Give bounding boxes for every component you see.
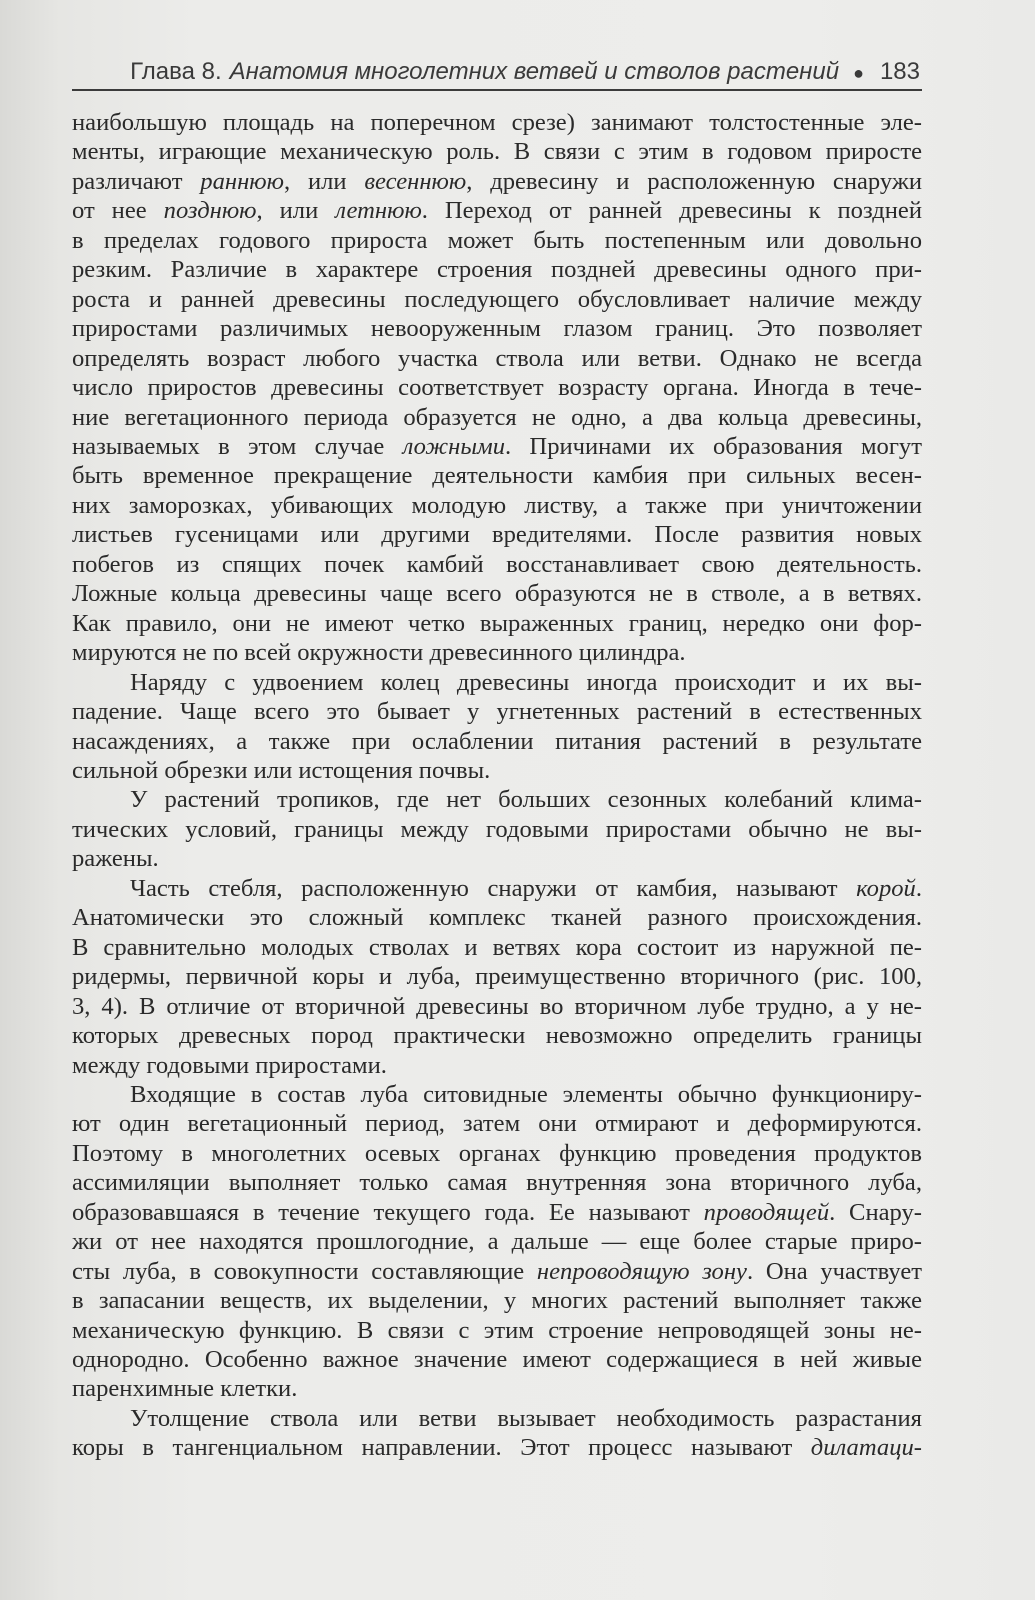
text-line: сильной обрезки или истощения почвы. xyxy=(72,756,491,784)
chapter-label: Глава 8. xyxy=(130,58,222,85)
text-line: Наряду с удвоением колец древесины иногда происходит и их вы- xyxy=(130,668,922,696)
text-line: ражены. xyxy=(72,845,159,873)
text-line: У растений тропиков, где нет больших сезонных колебаний клима- xyxy=(130,786,922,814)
text-line: которых древесных пород практически невозможно определить границы xyxy=(72,1022,922,1050)
text-line: коры в тангенциальном направлении. Этот процесс называют дилатаци- xyxy=(72,1434,922,1462)
text-line: ние вегетационного периода образуется не одно, а два кольца древесины, xyxy=(72,403,922,431)
paragraph xyxy=(72,785,922,873)
paragraph xyxy=(72,1404,922,1463)
text-line: Ложные кольца древесины чаще всего образуются не в стволе, а в ветвях. xyxy=(72,580,922,608)
text-line: мируются не по всей окружности древесинного цилиндра. xyxy=(72,639,686,667)
text-line: ридермы, первичной коры и луба, преимущественно вторичного (рис. 100, xyxy=(72,963,922,991)
text-line: Поэтому в многолетних осевых органах функцию проведения продуктов xyxy=(72,1139,922,1167)
text-line: в запасании веществ, их выделении, у многих растений выполняет также xyxy=(72,1287,922,1315)
text-line: быть временное прекращение деятельности камбия при сильных весен- xyxy=(72,462,922,490)
text-line: Входящие в состав луба ситовидные элементы обычно функциониру- xyxy=(130,1080,922,1108)
italic-term: дилатаци- xyxy=(810,1434,922,1462)
bullet-separator: ● xyxy=(853,63,864,83)
text-line: называемых в этом случае ложными. Причинами их образования могут xyxy=(72,432,922,460)
text-line: ют один вегетационный период, затем они отмирают и деформируются. xyxy=(72,1110,922,1138)
text-line: В сравнительно молодых стволах и ветвях кора состоит из наружной пе- xyxy=(72,933,922,961)
header-divider xyxy=(72,89,922,91)
text-line: тических условий, границы между годовыми приростами обычно не вы- xyxy=(72,815,922,843)
text-line: между годовыми приростами. xyxy=(72,1051,387,1079)
paragraph xyxy=(72,108,922,668)
page-number: 183 xyxy=(879,58,920,85)
text-line: от нее позднюю, или летнюю. Переход от ранней древесины к поздней xyxy=(72,197,923,225)
chapter-title: Анатомия многолетних ветвей и стволов растений xyxy=(229,58,840,85)
italic-term: раннюю xyxy=(200,167,284,195)
text-line: Как правило, они не имеют четко выраженных границ, нередко они фор- xyxy=(72,609,922,637)
text-line: определять возраст любого участка ствола или ветви. Однако не всегда xyxy=(72,344,922,372)
text-line: в пределах годового прироста может быть постепенным или довольно xyxy=(72,226,922,254)
paragraph xyxy=(72,874,922,1080)
italic-term: весеннюю xyxy=(364,167,467,195)
text-line: листьев гусеницами или другими вредителями. После развития новых xyxy=(72,521,922,549)
text-line: Часть стебля, расположенную снаружи от камбия, называют корой. xyxy=(130,874,922,902)
italic-term: летнюю xyxy=(335,197,422,225)
italic-term: проводящей xyxy=(703,1198,830,1226)
text-line: образовавшаяся в течение текущего года. Ее называют проводящей. Снару- xyxy=(72,1198,922,1226)
text-line: Утолщение ствола или ветви вызывает необходимость разрастания xyxy=(130,1404,922,1432)
text-line: паренхимные клетки. xyxy=(72,1375,298,1403)
body-text xyxy=(72,108,922,1463)
italic-term: ложными xyxy=(402,432,506,460)
italic-term: позднюю xyxy=(163,197,257,225)
text-line: различают раннюю, или весеннюю, древесину и расположенную снаружи xyxy=(72,167,922,195)
text-line: резким. Различие в характере строения поздней древесины одного при- xyxy=(72,256,922,284)
text-line: насаждениях, а также при ослаблении питания растений в результате xyxy=(72,727,922,755)
text-line: наибольшую площадь на поперечном срезе) занимают толстостенные эле- xyxy=(72,109,922,136)
text-line: Анатомически это сложный комплекс тканей разного происхождения. xyxy=(72,904,922,932)
text-line: механическую функцию. В связи с этим строение непроводящей зоны не- xyxy=(72,1316,922,1344)
paragraph xyxy=(72,668,922,786)
text-line: число приростов древесины соответствует возрасту органа. Иногда в тече- xyxy=(72,374,922,402)
italic-term: непроводящую зону xyxy=(536,1257,747,1285)
italic-term: корой xyxy=(856,874,916,902)
text-line: падение. Чаще всего это бывает у угнетенных растений в естественных xyxy=(72,698,922,726)
text-line: менты, играющие механическую роль. В связи с этим в годовом приросте xyxy=(72,138,922,166)
text-line: сты луба, в совокупности составляющие непроводящую зону. Она участвует xyxy=(72,1257,922,1285)
text-line: побегов из спящих почек камбий восстанавливает свою деятельность. xyxy=(72,550,922,578)
paragraph xyxy=(72,1080,922,1404)
text-line: однородно. Особенно важное значение имеют содержащиеся в ней живые xyxy=(72,1346,922,1374)
text-line: 3, 4). В отличие от вторичной древесины во вторичном лубе трудно, а у не- xyxy=(72,992,922,1020)
text-line: ассимиляции выполняет только самая внутренняя зона вторичного луба, xyxy=(72,1169,922,1197)
running-header xyxy=(72,48,920,86)
text-line: жи от нее находятся прошлогодние, а дальше — еще более старые приро- xyxy=(72,1228,922,1256)
text-line: роста и ранней древесины последующего обусловливает наличие между xyxy=(72,285,922,313)
text-line: них заморозках, убивающих молодую листву, а также при уничтожении xyxy=(72,491,922,519)
text-line: приростами различимых невооруженным глазом границ. Это позволяет xyxy=(72,315,922,343)
